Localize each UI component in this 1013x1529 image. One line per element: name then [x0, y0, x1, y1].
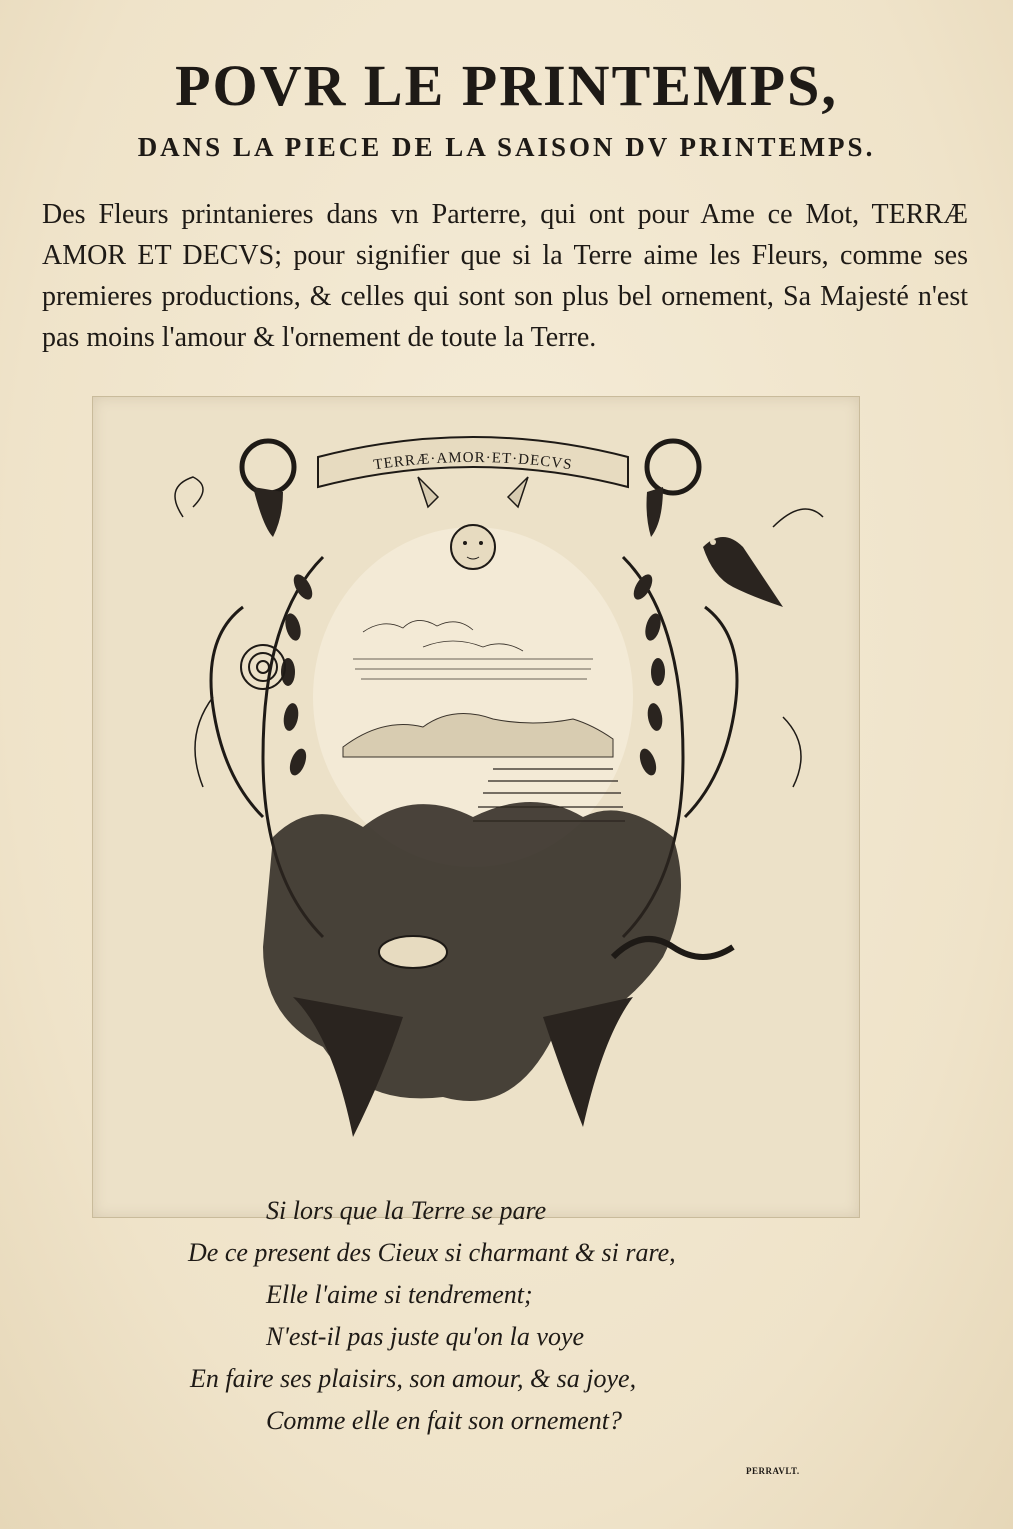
motto-text: TERRÆ·AMOR·ET·DECVS: [372, 449, 574, 474]
snail-shell: [241, 645, 285, 689]
poem-line: N'est-il pas juste qu'on la voye: [266, 1322, 585, 1351]
poem: [180, 1190, 820, 1442]
page-title: POVR LE PRINTEMPS,: [175, 53, 838, 118]
page-subtitle: DANS LA PIECE DE LA SAISON DV PRINTEMPS.: [137, 132, 876, 162]
signature: PERRAVLT.: [746, 1466, 800, 1476]
partridge: [379, 936, 447, 968]
poem-line: Elle l'aime si tendrement;: [266, 1280, 533, 1309]
poem-line: Si lors que la Terre se pare: [266, 1196, 547, 1225]
foliage-bottom: [263, 802, 681, 1137]
engraving-plate: [92, 396, 860, 1218]
poem-line: De ce present des Cieux si charmant & si rare,: [188, 1238, 676, 1267]
bird: [703, 537, 783, 607]
poem-line: En faire ses plaisirs, son amour, & sa joye,: [190, 1364, 637, 1393]
poem-line: Comme elle en fait son ornement?: [266, 1406, 622, 1435]
intro-paragraph: Des Fleurs printanieres dans vn Parterre, qui ont pour Ame ce Mot, TERRÆ AMOR ET DECVS; pour signifier que si la Terre aime les Fleurs, comme ses premieres productions, & celles qui sont son plus bel ornement, Sa Majesté n'est pas moins l'amour & l'ornement de toute la Terre.: [42, 199, 968, 353]
engraving-illustration: [93, 397, 859, 1217]
landscape-vignette: [313, 527, 633, 867]
